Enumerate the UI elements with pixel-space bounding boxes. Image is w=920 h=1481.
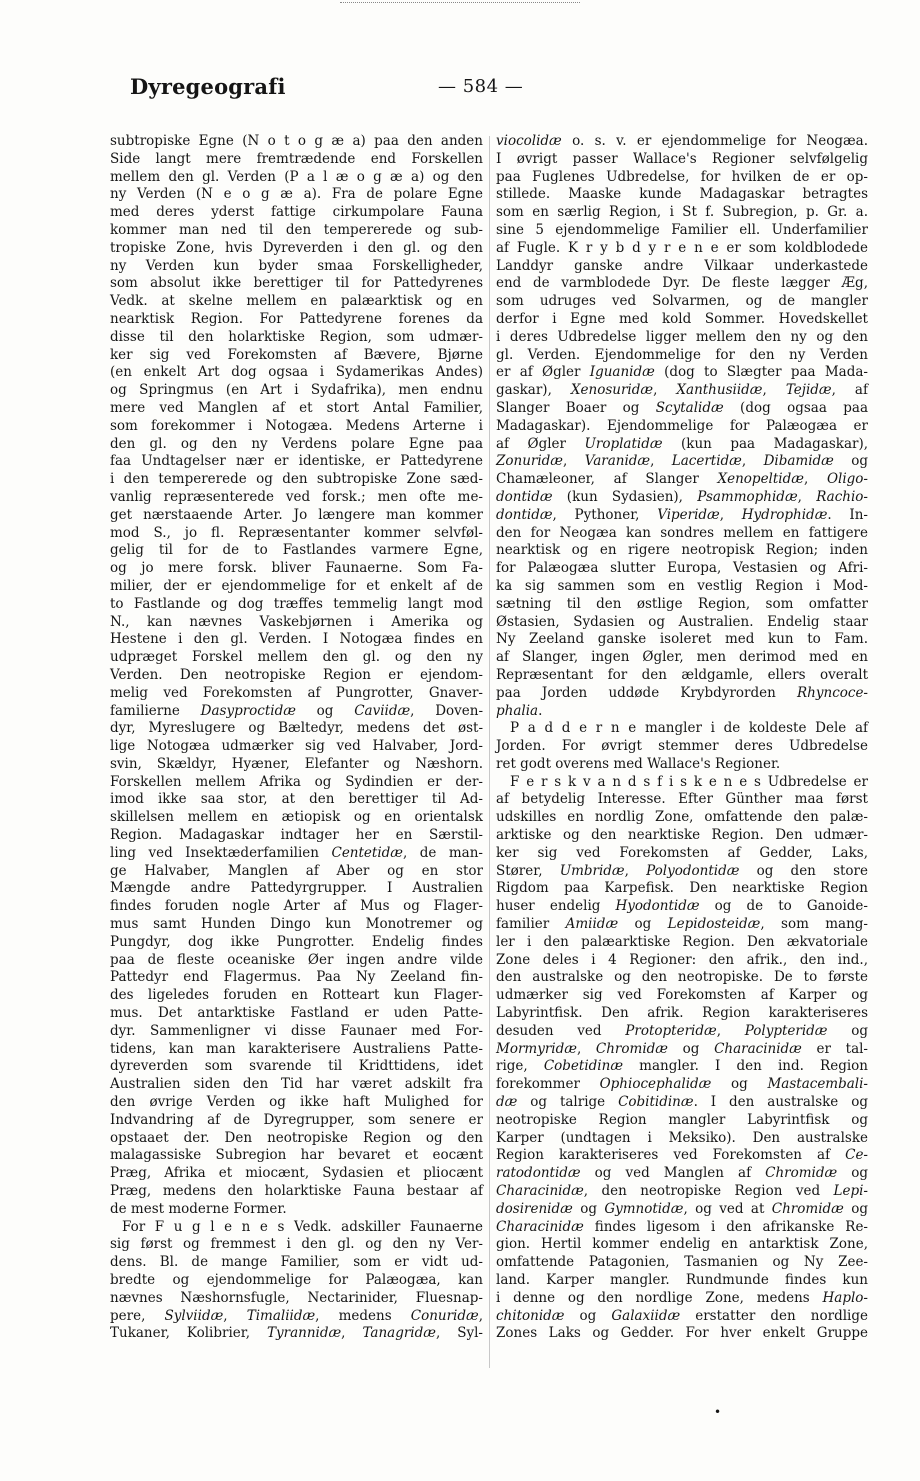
column-divider [489,136,490,1368]
text-line: Ny Zeeland ganske isoleret med kun to Fam. [496,631,868,648]
text-line: melig ved Forekomsten af Pungrotter, Gnaver- [110,684,483,701]
text-line: Chamæleoner, af Slanger Xenopeltidæ, Oligo- [496,471,868,488]
text-line: opstaaet der. Den neotropiske Region og den [110,1129,483,1146]
text-line: kommer man ned til den tempererede og sub- [110,221,483,238]
text-line: af Slanger, ingen Øgler, men derimod med en [496,649,868,666]
text-line: omfattende Patagonien, Tasmanien og Ny Zee- [496,1254,868,1271]
text-line: af betydelig Interesse. Efter Günther maa først [496,791,868,808]
text-line: I øvrigt passer Wallace's Regioner selvfølgelig [496,150,868,167]
text-line: tropiske Zone, hvis Dyreverden i den gl. og den [110,239,483,256]
text-line: familier Amiidæ og Lepidosteidæ, som mang- [496,916,868,933]
text-line: F e r s k v a n d s f i s k e n e s Udbredelse er [510,773,868,790]
text-line: som forekommer i Notogæa. Medens Arterne i [110,417,483,434]
text-line: paa Fuglenes Udbredelse, for hvilken de er op- [496,168,868,185]
text-line: neotropiske Region mangler Labyrintfisk og [496,1111,868,1128]
text-line: udpræget Forskel mellem den gl. og den ny [110,649,483,666]
text-line: den australske og den neotropiske. De to første [496,969,868,986]
text-line: sætning til den østlige Region, som omfatter [496,595,868,612]
text-line: den øvrige Verden og ikke haft Mulighed for [110,1094,483,1111]
text-line: gl. Verden. Ejendommelige for den ny Verden [496,346,868,363]
text-line: ka sig sammen som en vestlig Region i Mod- [496,577,868,594]
text-line: dæ og talrige Cobitidinæ. I den australske og [496,1094,868,1111]
text-line: to Fastlande og dog træffes temmelig langt mod [110,595,483,612]
top-dotted-rule [340,2,580,3]
text-line: dyr, Myreslugere og Bæltedyr, medens det øst- [110,720,483,737]
text-line: Stører, Umbridæ, Polyodontidæ og den store [496,862,868,879]
text-line: Region karakteriseres ved Forekomsten af Ce- [496,1147,868,1164]
text-line: ler i den palæarktiske Region. Den ækvatoriale [496,933,868,950]
text-line: mere ved Manglen af et stort Antal Familier, [110,399,483,416]
text-line: Vedk. at skelne mellem en palæarktisk og en [110,293,483,310]
text-line: ny Verden (N e o g æ a). Fra de polare Egne [110,186,483,203]
text-line: Østasien, Sydasien og Australien. Endelig staar [496,613,868,630]
text-line: disse til den holarktiske Region, som udmær- [110,328,483,345]
text-line: paa Jorden uddøde Krybdyrorden Rhyncoce- [496,684,868,701]
text-line: nearktisk og en rigere neotropisk Region; inden [496,542,868,559]
text-line: nævnes Næshornsfugle, Nectarinider, Fluesnap- [110,1289,483,1306]
text-line: imod ikke saa stor, at den berettiger til Ad- [110,791,483,808]
text-line: sig først og fremmest i den gl. og den ny Ver- [110,1236,483,1253]
text-line: faa Undtagelser nær er identiske, er Pattedyrene [110,453,483,470]
text-line: Labyrintfisk. Den afrik. Region karakteriseres [496,1005,868,1022]
text-line: tidens, kan man karakterisere Australiens Patte- [110,1040,483,1057]
text-line: af Øgler Uroplatidæ (kun paa Madagaskar), [496,435,868,452]
text-line: i deres Udbredelse ligger mellem den ny og den [496,328,868,345]
text-line: P a d d e r n e mangler i de koldeste Dele af [510,720,868,737]
text-line: udmærker sig ved Forekomsten af Karper og [496,987,868,1004]
text-line: des ligeledes foruden en Rotteart kun Flager- [110,987,483,1004]
text-line: som udruges ved Solvarmen, og de mangler [496,293,868,310]
text-line: er af Øgler Iguanidæ (dog to Slægter paa Mada- [496,364,868,381]
text-line: paa de fleste oceaniske Øer ingen andre vilde [110,951,483,968]
text-line: Repræsentant for den ældgamle, ellers overalt [496,666,868,683]
text-line: lige Notogæa udmærker sig ved Halvaber, Jord- [110,738,483,755]
text-line: Mængde andre Pattedyrgrupper. I Australien [110,880,483,897]
text-line: Verden. Den neotropiske Region er ejendom- [110,666,483,683]
text-line: Characinidæ findes ligesom i den afrikanske Re- [496,1218,868,1235]
text-line: ge Halvaber, Manglen af Aber og en stor [110,862,483,879]
printer-mark: • [714,1405,722,1419]
page-number: — 584 — [438,76,524,97]
text-line: bredte og ejendommelige for Palæogæa, kan [110,1272,483,1288]
text-line: Jorden. For øvrigt stemmer deres Udbredelse [496,738,868,755]
text-line: land. Karper mangler. Rundmunde findes kun [496,1272,868,1288]
text-line: ling ved Insektæderfamilien Centetidæ, de man- [110,844,483,861]
text-line: nearktisk Region. For Pattedyrene forenes da [110,310,483,327]
text-line: Præg, medens den holarktiske Fauna bestaar af [110,1183,483,1200]
text-line: dontidæ, Pythoner, Viperidæ, Hydrophidæ. In- [496,506,868,523]
text-line: Rigdom paa Karpefisk. Den nearktiske Region [496,880,868,897]
text-line: de mest moderne Former. [110,1200,287,1217]
text-line: N., kan nævnes Vaskebjørnen i Amerika og [110,613,483,630]
text-line: ret godt overens med Wallace's Regioner. [496,755,781,772]
text-line: (en enkelt Art dog ogsaa i Sydamerikas Andes) [110,364,483,381]
text-line: chitonidæ og Galaxiidæ erstatter den nordlige [496,1307,868,1324]
text-line: Tukaner, Kolibrier, Tyrannidæ, Tanagridæ, Syl- [110,1325,483,1342]
text-line: familierne Dasyproctidæ og Caviidæ, Doven- [110,702,484,719]
text-line: som absolut ikke berettiger til for Pattedyrenes [110,275,483,292]
text-line: Side langt mere fremtrædende end Forskellen [110,150,483,167]
text-line: dosirenidæ og Gymnotidæ, og ved at Chromidæ og [496,1200,868,1217]
text-line: Præg, Afrika et miocænt, Sydasien et pliocænt [110,1165,483,1182]
text-line: mus samt Hunden Dingo kun Monotremer og [110,916,483,933]
text-line: Region. Madagaskar indtager her en Særstil- [110,827,483,844]
text-line: ny Verden kun byder smaa Forskelligheder, [110,257,483,274]
text-line: og jo mere forsk. bliver Faunaerne. Som Fa- [110,560,483,577]
text-line: derfor i Egne med kold Sommer. Hovedskellet [496,310,868,327]
text-line: Hestene i den gl. Verden. I Notogæa findes en [110,631,483,648]
text-line: end de varmblodede Dyr. De fleste lægger Æg, [496,275,868,292]
text-line: pere, Sylviidæ, Timaliidæ, medens Conuridæ, [110,1307,483,1324]
text-line: gelig til for de to Fastlandes varmere Egne, [110,542,483,559]
text-line: findes foruden nogle Arter af Mus og Flager- [110,898,483,915]
text-line: ker sig ved Forekomsten af Gedder, Laks, [496,844,868,861]
text-line: ratodontidæ og ved Manglen af Chromidæ og [496,1165,868,1182]
text-line: som en særlig Region, i St f. Subregion, p. Gr. a. [496,204,868,221]
text-line: For F u g l e n e s Vedk. adskiller Faunaerne [122,1218,483,1235]
text-line: for Palæogæa slutter Europa, Vestasien og Afri- [496,560,868,577]
text-line: desuden ved Protopteridæ, Polypteridæ og [496,1022,868,1039]
text-line: rige, Cobetidinæ mangler. I den ind. Region [496,1058,868,1075]
text-line: Zonuridæ, Varanidæ, Lacertidæ, Dibamidæ og [496,453,869,470]
text-line: Landdyr ganske andre Vilkaar underkastede [496,257,868,274]
text-column-left [110,133,483,1343]
text-line: Pattedyr end Flagermus. Paa Ny Zeeland fin- [110,969,483,986]
text-line: Pungdyr, dog ikke Pungrotter. Endelig findes [110,933,483,950]
text-line: ker sig ved Forekomsten af Bævere, Bjørne [110,346,483,363]
running-head-title: Dyregeografi [130,74,286,99]
text-line: svin, Skældyr, Hyæner, Elefanter og Næshorn. [110,755,483,772]
text-line: den gl. og den ny Verdens polare Egne paa [110,435,483,452]
text-line: dens. Bl. de mange Familier, som er vidt ud- [110,1254,483,1271]
text-line: milier, der er ejendommelige for et enkelt af de [110,577,483,594]
text-line: phalia. [496,702,543,719]
text-line: malagassiske Subregion har bevaret et eocænt [110,1147,483,1164]
text-line: Madagaskar). Ejendommelige for Palæogæa er [496,417,868,434]
text-line: subtropiske Egne (N o t o g æ a) paa den anden [110,133,483,149]
text-line: viocolidæ o. s. v. er ejendommelige for Neogæa. [496,133,868,149]
text-line: Indvandring af de Dyregrupper, som senere er [110,1111,483,1128]
text-line: i denne og den nordlige Zone, medens Haplo- [496,1289,868,1306]
text-line: Zone deles i 4 Regioner: den afrik., den ind., [496,951,868,968]
text-line: dyr. Sammenligner vi disse Faunaer med For- [110,1022,483,1039]
text-line: i den tempererede og den subtropiske Zone sæd- [110,471,483,488]
text-line: med deres yderst fattige cirkumpolare Fauna [110,204,483,221]
text-line: og Springmus (en Art i Sydafrika), men endnu [110,382,483,399]
text-line: mod S., jo fl. Repræsentanter kommer selvføl- [110,524,483,541]
text-line: af Fugle. K r y b d y r e n e er som koldblodede [496,239,868,256]
text-line: Characinidæ, den neotropiske Region ved Lepi- [496,1183,868,1200]
text-line: sine 5 ejendommelige Familier ell. Underfamilier [496,221,868,238]
text-line: Slanger Boaer og Scytalidæ (dog ogsaa paa [496,399,868,416]
text-line: forekommer Ophiocephalidæ og Mastacembali- [496,1076,868,1093]
text-line: stillede. Maaske kunde Madagaskar betragtes [496,186,868,203]
text-line: dontidæ (kun Sydasien), Psammophidæ, Rachio- [496,488,868,505]
text-line: udskilles en nordlig Zone, omfattende den palæ- [496,809,868,826]
text-line: mus. Det antarktiske Fastland er uden Patte- [110,1005,483,1022]
text-line: get nærstaaende Arter. Jo længere man kommer [110,506,483,523]
text-line: gaskar), Xenosuridæ, Xanthusiidæ, Tejidæ, af [496,382,868,399]
text-line: skillelsen mellem en ætiopisk og en orientalsk [110,809,483,826]
text-line: Forskellen mellem Afrika og Sydindien er der- [110,773,483,790]
text-line: den for Neogæa kan sondres mellem en fattigere [496,524,868,541]
text-line: dyreverden som svarende til Kridttidens, idet [110,1058,483,1075]
text-line: gion. Hertil kommer endelig en antarktisk Zone, [496,1236,868,1253]
text-column-right [496,133,868,1343]
text-line: arktiske og den nearktiske Region. Den udmær- [496,827,868,844]
text-line: huser endelig Hyodontidæ og de to Ganoide- [496,898,868,915]
text-line: Zones Laks og Gedder. For hver enkelt Gruppe [496,1325,868,1342]
text-line: Mormyridæ, Chromidæ og Characinidæ er tal- [496,1040,868,1057]
text-line: mellem den gl. Verden (P a l æ o g æ a) og den [110,168,483,185]
text-line: Australien siden den Tid har været adskilt fra [110,1076,483,1093]
text-line: vanlig repræsenterede ved forsk.; men ofte me- [110,488,483,505]
text-line: Karper (undtagen i Meksiko). Den australske [496,1129,868,1146]
